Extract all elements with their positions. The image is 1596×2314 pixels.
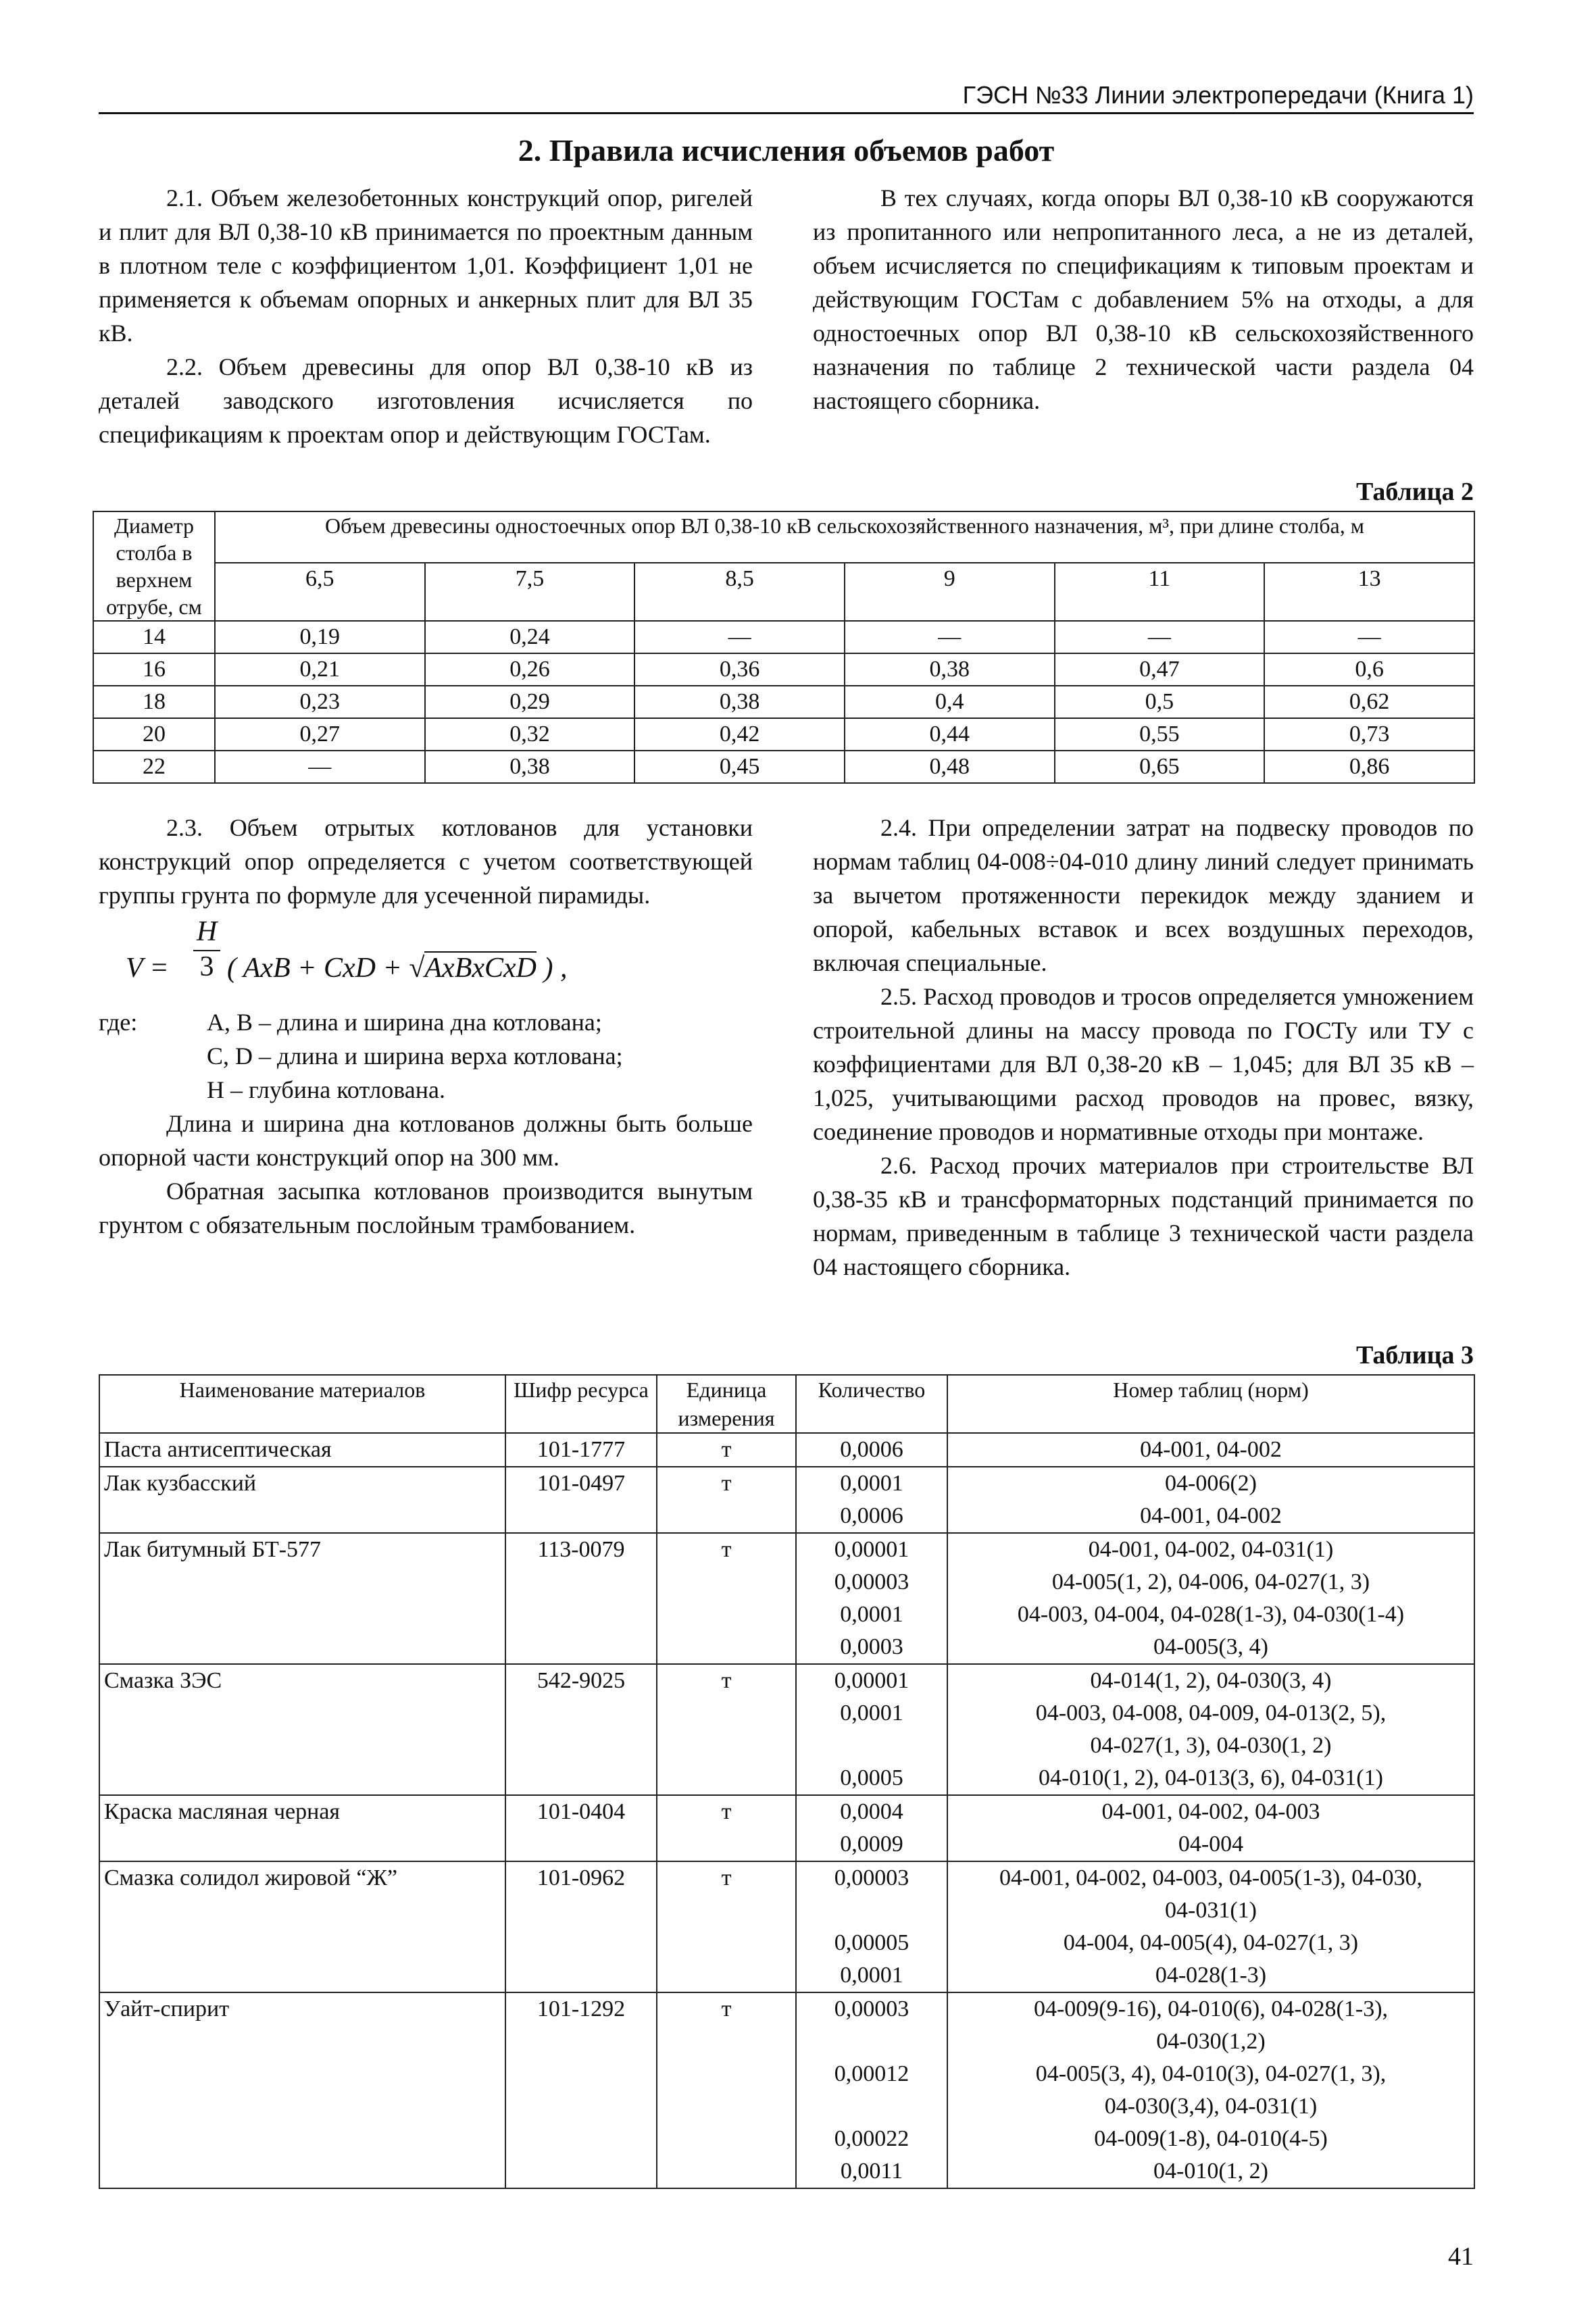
table-2-volume-cell: 0,5 <box>1055 686 1265 718</box>
paragraph-2-5: 2.5. Расход проводов и тросов определяется умножением строительной длины на массу провода по ГОСТу или ТУ с коэффициентами для ВЛ 0,38-20 кВ – 1,045; для ВЛ 35 кВ – 1,025, учитывающими расход проводов на провес, вязку, соединение проводов и нормативные отходы при монтаже. <box>813 983 1474 1145</box>
table-3-qty-line: 0,00001 <box>834 1668 909 1693</box>
legend-item-ab: А, В – длина и ширина дна котлована; <box>207 1009 602 1036</box>
table-3-qty-line: 0,00003 <box>834 1865 909 1890</box>
paragraph-wood-supports: В тех случаях, когда опоры ВЛ 0,38-10 кВ сооружаются из пропитанного или непропитанного леса, а не из деталей, объем исчисляется по спецификациям к типовым проектам и действующим ГОСТам с добавлением 5% на отходы, а для одностоечных опор ВЛ 0,38-10 кВ сельскохозяйственного назначения по таблице 2 технической части раздела 04 настоящего сборника. <box>813 184 1474 414</box>
text-column-top-right <box>813 181 1474 418</box>
paragraph-backfill: Обратная засыпка котлованов производится вынутым грунтом с обязательным послойным трамбованием. <box>99 1178 753 1238</box>
table-3-qty-line: 0,00005 <box>834 1930 909 1955</box>
table-3-code-cell: 101-0404 <box>505 1795 657 1861</box>
table-row <box>99 1533 1474 1664</box>
table-3-refs-cell <box>947 1861 1474 1992</box>
table-row <box>99 1433 1474 1467</box>
formula-body-open: ( AxB + CxD + √ <box>227 953 425 984</box>
table-3-code-cell: 113-0079 <box>505 1533 657 1664</box>
table-2-volume-cell: — <box>1264 621 1474 653</box>
table-3-name-cell: Лак битумный БТ-577 <box>99 1533 505 1664</box>
table-3-unit-cell: т <box>657 1664 796 1795</box>
table-3-qty-line: 0,0001 <box>840 1471 903 1496</box>
table-2-length-cell: 6,5 <box>215 563 425 621</box>
table-3-ref-line: 04-001, 04-002, 04-003, 04-005(1-3), 04-030, <box>999 1865 1423 1890</box>
table-3-ref-line: 04-010(1, 2), 04-013(3, 6), 04-031(1) <box>1039 1765 1383 1790</box>
formula-radicand: AxBxCxD <box>424 953 537 984</box>
table-2-volume-cell: 0,29 <box>425 686 635 718</box>
table-3-name-cell: Смазка ЗЭС <box>99 1664 505 1795</box>
table-row <box>93 653 1474 686</box>
table-3-qty-cell <box>796 1664 947 1795</box>
table-3-qty-cell <box>796 1467 947 1533</box>
table-3-code-cell: 101-0962 <box>505 1861 657 1992</box>
table-3-qty-line: 0,0003 <box>840 1634 903 1659</box>
table-3 <box>99 1374 1475 2189</box>
table-3-ref-line: 04-006(2) <box>1165 1471 1257 1496</box>
table-3-header-code: Шифр ресурса <box>505 1375 657 1433</box>
table-3-qty-line <box>801 1894 943 1927</box>
table-2-diameter-cell: 18 <box>93 686 215 718</box>
page-number: 41 <box>1448 2242 1474 2271</box>
table-2-length-cell: 11 <box>1055 563 1265 621</box>
table-3-refs-cell <box>947 1433 1474 1467</box>
formula-denominator: 3 <box>199 951 214 982</box>
table-3-unit-cell: т <box>657 1467 796 1533</box>
section-title: 2. Правила исчисления объемов работ <box>518 133 1055 168</box>
table-2-volume-header: Объем древесины одностоечных опор ВЛ 0,38-10 кВ сельскохозяйственного назначения, м³, при длине столба, м <box>215 511 1474 563</box>
table-3-qty-line: 0,00012 <box>834 2061 909 2086</box>
paragraph-2-2: 2.2. Объем древесины для опор ВЛ 0,38-10 кВ из деталей заводского изготовления исчисляется по спецификациям к проектам опор и действующим ГОСТам. <box>99 353 753 448</box>
table-2-volume-cell: — <box>215 751 425 783</box>
table-3-unit-cell: т <box>657 1795 796 1861</box>
table-3-unit-cell: т <box>657 1433 796 1467</box>
table-3-ref-line: 04-005(1, 2), 04-006, 04-027(1, 3) <box>1051 1569 1370 1594</box>
paragraph-pit-dimensions: Длина и ширина дна котлованов должны быть больше опорной части конструкций опор на 300 мм. <box>99 1110 753 1171</box>
table-2-volume-cell: 0,26 <box>425 653 635 686</box>
formula-legend-label: где: <box>99 1009 138 1036</box>
formula-body <box>227 951 568 985</box>
table-row <box>93 718 1474 751</box>
table-3-qty-line: 0,0005 <box>840 1765 903 1790</box>
table-2-volume-cell: 0,47 <box>1055 653 1265 686</box>
table-3-ref-line: 04-005(3, 4) <box>1153 1634 1268 1659</box>
table-2-volume-cell: 0,73 <box>1264 718 1474 751</box>
table-2-volume-cell: 0,45 <box>634 751 845 783</box>
formula-numerator: H <box>196 916 218 947</box>
table-2-diameter-cell: 16 <box>93 653 215 686</box>
table-3-ref-line: 04-009(9-16), 04-010(6), 04-028(1-3), <box>1033 1996 1389 2021</box>
header-rule <box>99 112 1474 114</box>
running-header: ГЭСН №33 Линии электропередачи (Книга 1) <box>962 81 1474 109</box>
table-3-code-cell: 101-1292 <box>505 1992 657 2188</box>
table-3-name-cell: Смазка солидол жировой “Ж” <box>99 1861 505 1992</box>
table-2-diameter-cell: 20 <box>93 718 215 751</box>
table-3-ref-line: 04-005(3, 4), 04-010(3), 04-027(1, 3), <box>1035 2061 1387 2086</box>
table-3-code-cell: 542-9025 <box>505 1664 657 1795</box>
text-column-top-left <box>99 181 753 451</box>
table-2-body <box>93 621 1474 783</box>
table-3-refs-cell <box>947 1664 1474 1795</box>
table-2-length-cell: 13 <box>1264 563 1474 621</box>
table-3-header-unit: Единица измерения <box>657 1375 796 1433</box>
table-3-ref-line: 04-003, 04-008, 04-009, 04-013(2, 5), <box>1035 1701 1387 1726</box>
table-3-unit-cell: т <box>657 1533 796 1664</box>
paragraph-2-4: 2.4. При определении затрат на подвеску проводов по нормам таблиц 04-008÷04-010 длину линий следует принимать за вычетом протяженности перекидок между зданием и опорой, кабельных вставок и всех воздушных переходов, включая специальные. <box>813 814 1474 976</box>
table-3-refs-cell <box>947 1467 1474 1533</box>
table-3-qty-line: 0,00022 <box>834 2126 909 2151</box>
legend-item-cd: С, D – длина и ширина верха котлована; <box>207 1042 623 1070</box>
formula-fraction <box>193 916 220 982</box>
table-2-volume-cell: 0,44 <box>845 718 1055 751</box>
table-3-qty-cell <box>796 1533 947 1664</box>
table-2-volume-cell: 0,19 <box>215 621 425 653</box>
table-3-ref-line: 04-001, 04-002, 04-003 <box>1101 1799 1320 1824</box>
table-2-volume-cell: 0,38 <box>845 653 1055 686</box>
table-3-ref-line: 04-010(1, 2) <box>1153 2159 1268 2184</box>
table-row <box>99 1664 1474 1795</box>
table-3-unit-cell: т <box>657 1861 796 1992</box>
paragraph-2-6: 2.6. Расход прочих материалов при строительстве ВЛ 0,38-35 кВ и трансформаторных подстанций принимается по нормам, приведенным в таблице 3 технической части раздела 04 настоящего сборника. <box>813 1152 1474 1280</box>
table-2-volume-cell: 0,27 <box>215 718 425 751</box>
table-3-qty-line: 0,00003 <box>834 1569 909 1594</box>
table-3-qty-line: 0,0001 <box>840 1602 903 1627</box>
table-row <box>99 1795 1474 1861</box>
table-3-refs-cell <box>947 1795 1474 1861</box>
table-3-qty-line: 0,00001 <box>834 1537 909 1562</box>
table-3-header-refs: Номер таблиц (норм) <box>947 1375 1474 1433</box>
table-2-volume-cell: — <box>1055 621 1265 653</box>
table-2-length-cell: 9 <box>845 563 1055 621</box>
table-3-qty-line: 0,0004 <box>840 1799 903 1824</box>
table-3-code-cell: 101-0497 <box>505 1467 657 1533</box>
table-2-volume-cell: 0,36 <box>634 653 845 686</box>
table-2-length-cell: 7,5 <box>425 563 635 621</box>
table-3-qty-line: 0,0001 <box>840 1701 903 1726</box>
table-2-volume-cell: 0,6 <box>1264 653 1474 686</box>
table-2-volume-cell: 0,24 <box>425 621 635 653</box>
table-2-diameter-cell: 22 <box>93 751 215 783</box>
table-3-name-cell: Лак кузбасский <box>99 1467 505 1533</box>
table-3-qty-line <box>801 2090 943 2123</box>
paragraph-2-1: 2.1. Объем железобетонных конструкций опор, ригелей и плит для ВЛ 0,38-10 кВ принимается по проектным данным в плотном теле с коэффициентом 1,01. Коэффициент 1,01 не применяется к объемам опорных и анкерных плит для ВЛ 35 кВ. <box>99 184 753 347</box>
table-2-volume-cell: — <box>634 621 845 653</box>
table-2-volume-cell: 0,55 <box>1055 718 1265 751</box>
table-row <box>99 1992 1474 2188</box>
text-column-mid-right <box>813 811 1474 1284</box>
table-row <box>99 1861 1474 1992</box>
table-3-qty-line: 0,0009 <box>840 1832 903 1857</box>
table-3-code-cell: 101-1777 <box>505 1433 657 1467</box>
table-3-ref-line: 04-009(1-8), 04-010(4-5) <box>1094 2126 1328 2151</box>
table-row <box>93 751 1474 783</box>
table-2-volume-cell: 0,38 <box>425 751 635 783</box>
formula-legend-items <box>207 1005 623 1107</box>
paragraph-2-3: 2.3. Объем отрытых котлованов для установки конструкций опор определяется с учетом соответствующей группы грунта по формуле для усеченной пирамиды. <box>99 814 753 909</box>
table-2-length-cell: 8,5 <box>634 563 845 621</box>
table-2-volume-cell: 0,62 <box>1264 686 1474 718</box>
table-2-volume-cell: 0,4 <box>845 686 1055 718</box>
table-3-ref-line: 04-003, 04-004, 04-028(1-3), 04-030(1-4) <box>1017 1602 1405 1627</box>
formula-legend <box>99 1005 753 1107</box>
table-2-volume-cell: 0,21 <box>215 653 425 686</box>
table-3-body <box>99 1433 1474 2188</box>
pyramid-volume-formula <box>99 916 753 1003</box>
formula-lhs: V = <box>126 953 169 984</box>
table-3-refs-cell <box>947 1533 1474 1664</box>
table-2-volume-cell: 0,42 <box>634 718 845 751</box>
table-3-ref-line: 04-030(1,2) <box>1156 2029 1266 2054</box>
table-3-ref-line: 04-001, 04-002 <box>1140 1503 1282 1528</box>
table-3-qty-line <box>801 1730 943 1762</box>
table-3-name-cell: Паста антисептическая <box>99 1433 505 1467</box>
table-3-ref-line: 04-004, 04-005(4), 04-027(1, 3) <box>1063 1930 1359 1955</box>
table-3-ref-line: 04-028(1-3) <box>1155 1963 1267 1988</box>
table-2-volume-cell: 0,65 <box>1055 751 1265 783</box>
table-2 <box>93 511 1475 784</box>
table-2-volume-cell: 0,86 <box>1264 751 1474 783</box>
table-3-qty-cell <box>796 1861 947 1992</box>
table-3-ref-line: 04-027(1, 3), 04-030(1, 2) <box>1090 1733 1332 1758</box>
table-row <box>99 1467 1474 1533</box>
table-3-ref-line: 04-001, 04-002, 04-031(1) <box>1088 1537 1334 1562</box>
table-3-refs-cell <box>947 1992 1474 2188</box>
table-3-header-qty: Количество <box>796 1375 947 1433</box>
table-2-diameter-cell: 14 <box>93 621 215 653</box>
table-3-ref-line: 04-031(1) <box>1165 1898 1257 1923</box>
table-3-ref-line: 04-001, 04-002 <box>1140 1437 1282 1462</box>
table-row <box>93 686 1474 718</box>
table-3-qty-cell <box>796 1992 947 2188</box>
text-column-mid-left <box>99 811 753 1242</box>
table-3-qty-cell <box>796 1795 947 1861</box>
table-3-ref-line: 04-014(1, 2), 04-030(3, 4) <box>1090 1668 1332 1693</box>
table-3-name-cell: Уайт-спирит <box>99 1992 505 2188</box>
table-3-header-row <box>99 1375 1474 1433</box>
table-3-label: Таблица 3 <box>1355 1341 1474 1369</box>
table-3-qty-line: 0,0006 <box>840 1437 903 1462</box>
table-2-volume-cell: — <box>845 621 1055 653</box>
table-3-qty-line: 0,0001 <box>840 1963 903 1988</box>
table-3-name-cell: Краска масляная черная <box>99 1795 505 1861</box>
table-2-label: Таблица 2 <box>1355 478 1474 506</box>
table-3-ref-line: 04-004 <box>1178 1832 1244 1857</box>
table-3-qty-line: 0,00003 <box>834 1996 909 2021</box>
table-2-volume-cell: 0,32 <box>425 718 635 751</box>
table-3-header-name: Наименование материалов <box>99 1375 505 1433</box>
table-3-ref-line: 04-030(3,4), 04-031(1) <box>1104 2094 1318 2119</box>
formula-body-close: ) , <box>537 953 568 984</box>
table-3-unit-cell: т <box>657 1992 796 2188</box>
table-2-volume-cell: 0,48 <box>845 751 1055 783</box>
table-3-qty-line: 0,0011 <box>840 2159 903 2184</box>
table-2-lengths-row <box>93 563 1474 621</box>
table-3-qty-line: 0,0006 <box>840 1503 903 1528</box>
table-2-volume-cell: 0,23 <box>215 686 425 718</box>
legend-item-h: Н – глубина котлована. <box>207 1076 445 1103</box>
table-3-qty-line <box>801 2026 943 2058</box>
table-2-volume-cell: 0,38 <box>634 686 845 718</box>
table-3-qty-cell <box>796 1433 947 1467</box>
table-2-diameter-header: Диаметр столба в верхнем отрубе, см <box>93 511 215 621</box>
table-row <box>93 621 1474 653</box>
